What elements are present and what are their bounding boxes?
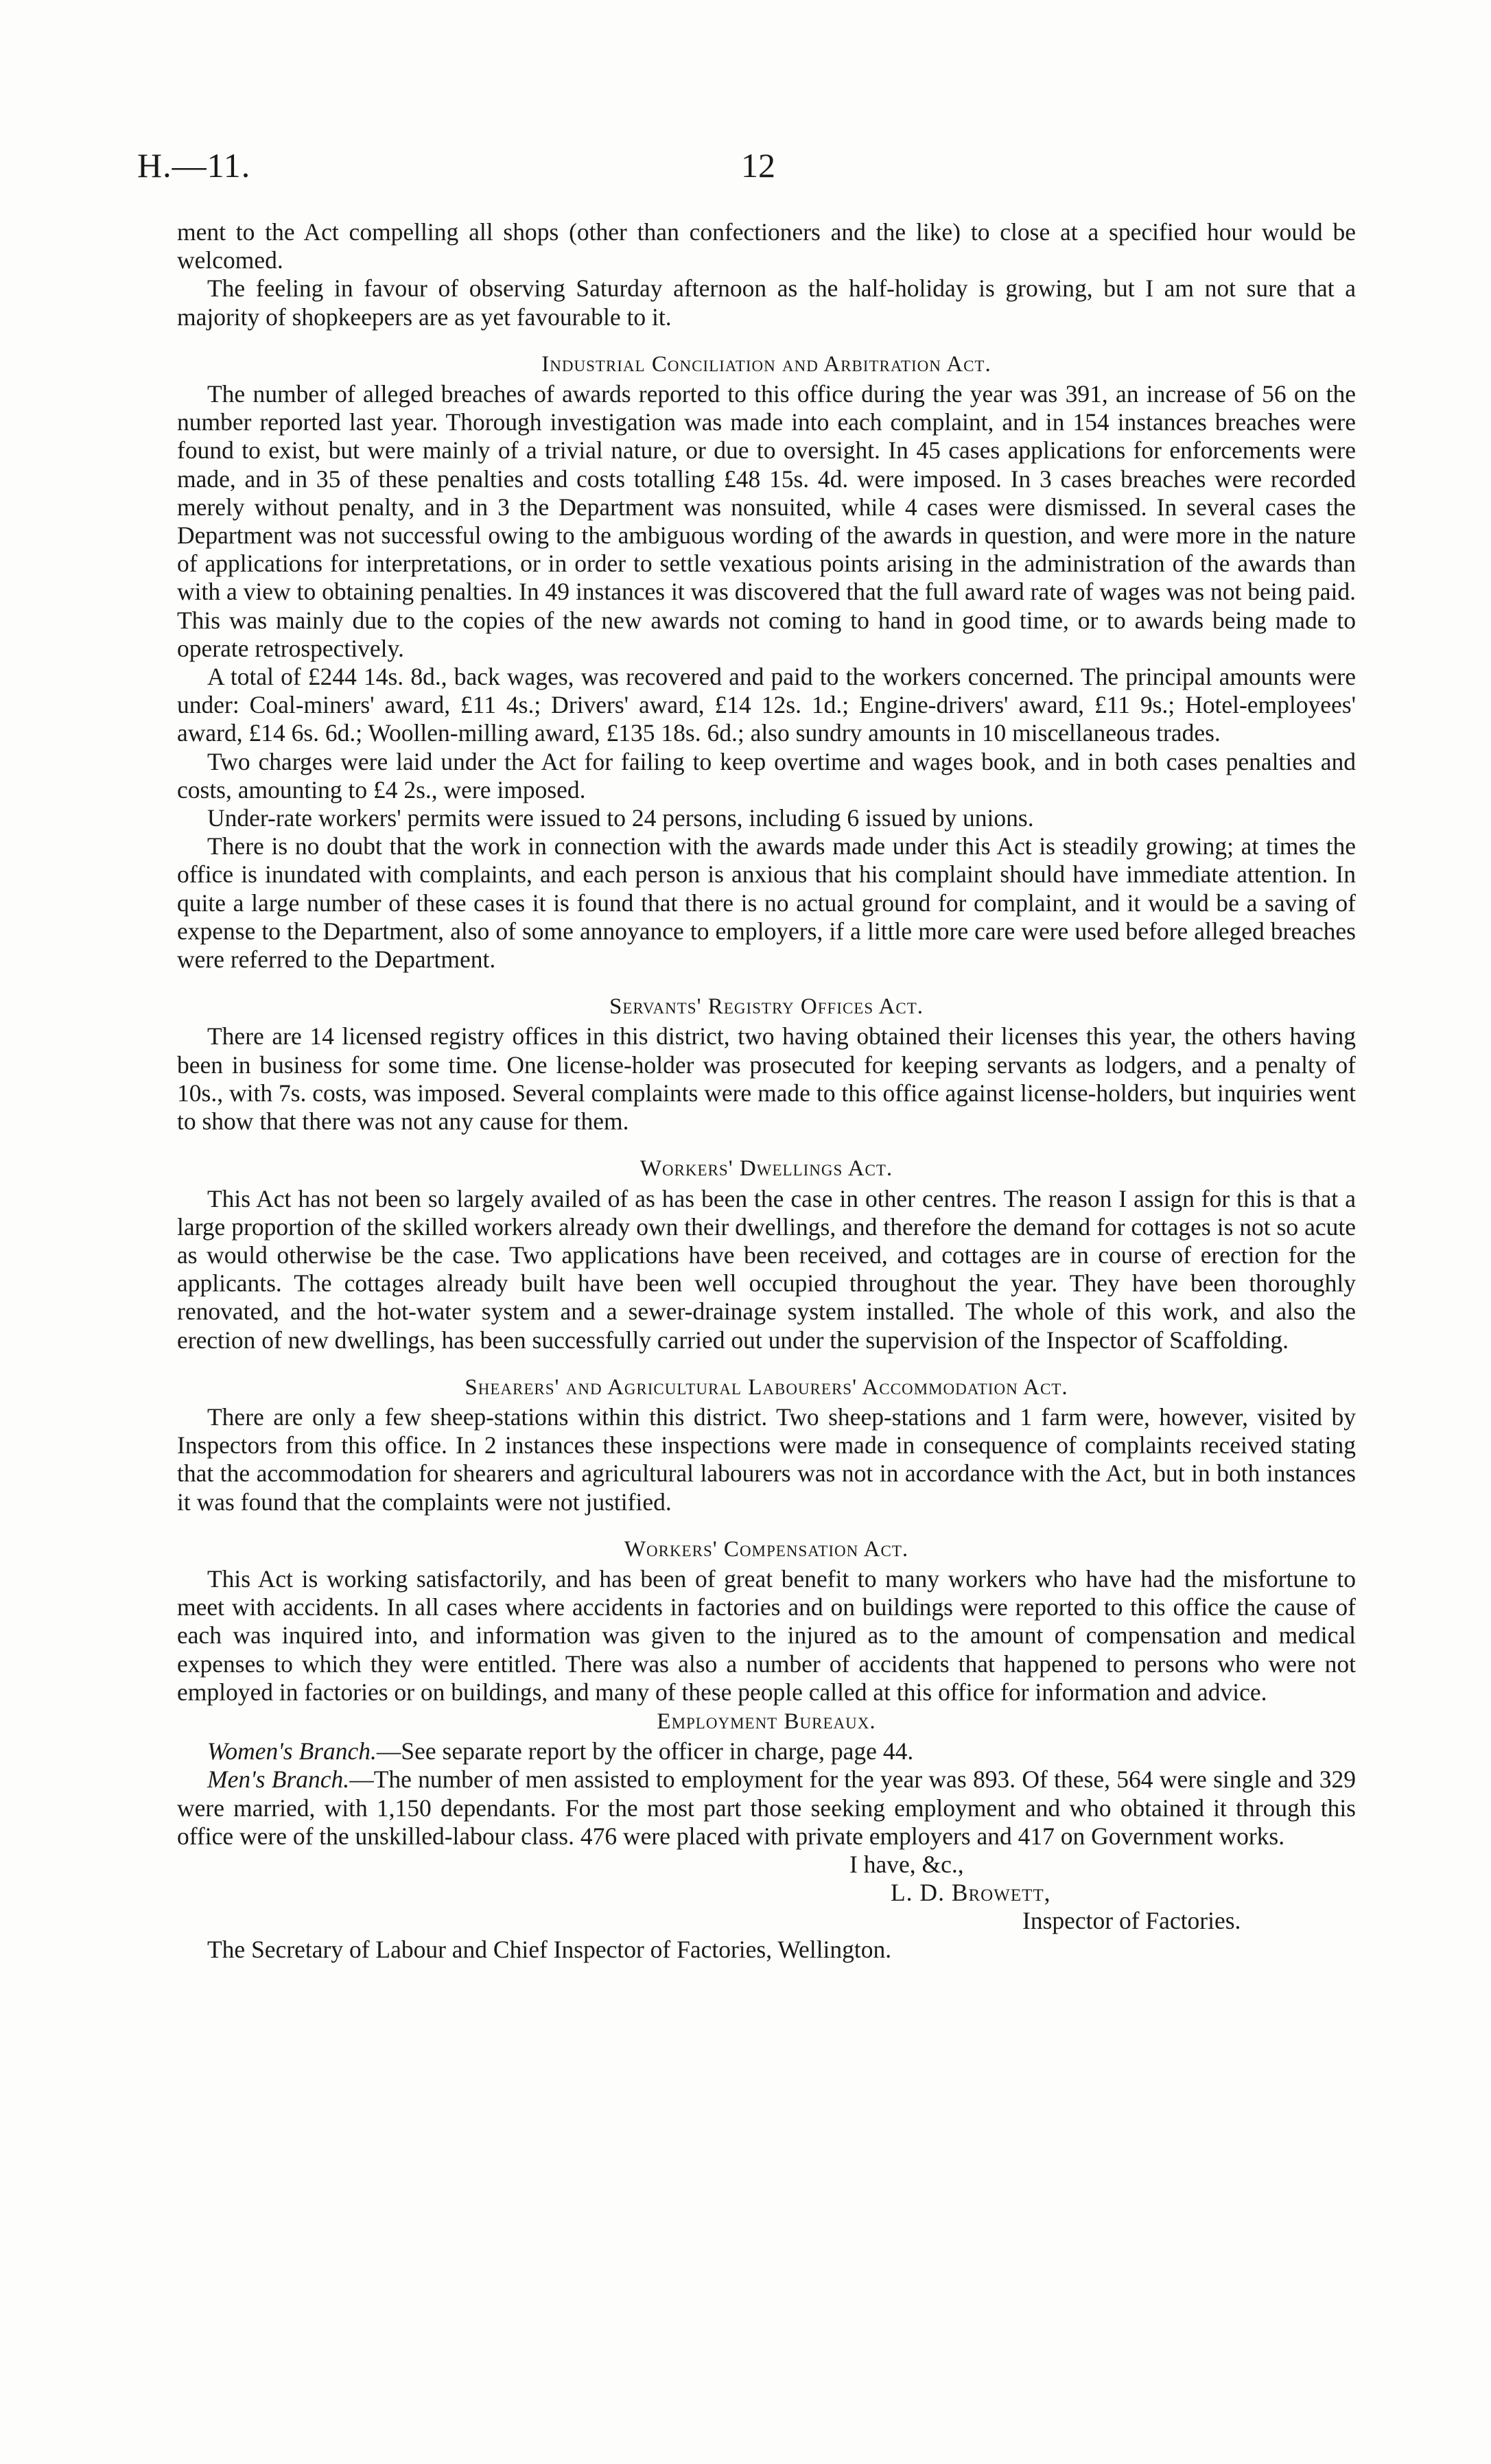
addressee: The Secretary of Labour and Chief Inspector of Factories, Wellington. bbox=[207, 1935, 892, 1963]
paragraph: There are 14 licensed registry offices in this district, two having obtained their licenses this year, the others having been in business for some time. One license-holder was prosecuted for keeping servants as lodgers, and a penalty of 10s., with 7s. costs, was imposed. Several complaints were made to this office against license-holders, but inquiries went to show that there was not any cause for them. bbox=[177, 1022, 1356, 1136]
closing-salutation: I have, &c., bbox=[849, 1850, 964, 1878]
paragraph-mens-branch bbox=[177, 1765, 1356, 1851]
paragraph-womens-branch bbox=[177, 1737, 1356, 1765]
closing-block bbox=[177, 1851, 1356, 1964]
paragraph: There are only a few sheep-stations within this district. Two sheep-stations and 1 farm were, however, visited by Inspectors from this office. In 2 instances these inspections were made in consequence of complaints received stating that the accommodation for shearers and agricultural labourers was not in accordance with the Act, but in both instances it was found that the complaints were not justified. bbox=[177, 1403, 1356, 1516]
document-reference: H.—11. bbox=[137, 146, 251, 185]
paragraph: The feeling in favour of observing Saturday afternoon as the half-holiday is growing, but I am not sure that a majority of shopkeepers are as yet favourable to it. bbox=[177, 274, 1356, 331]
section-heading-shearers: Shearers' and Agricultural Labourers' Accommodation Act. bbox=[465, 1374, 1068, 1400]
branch-label: Women's Branch. bbox=[207, 1737, 377, 1765]
paragraph: Two charges were laid under the Act for failing to keep overtime and wages book, and in both cases penalties and costs, amounting to £4 2s., were imposed. bbox=[177, 747, 1356, 803]
signatory-name: L. D. Browett, bbox=[891, 1879, 1051, 1907]
page-header bbox=[137, 145, 1359, 193]
section-heading-servants: Servants' Registry Offices Act. bbox=[609, 994, 924, 1020]
signatory-title: Inspector of Factories. bbox=[1022, 1907, 1241, 1935]
section-heading-dwellings: Workers' Dwellings Act. bbox=[639, 1156, 893, 1182]
branch-label: Men's Branch. bbox=[207, 1765, 350, 1794]
section-heading-compensation: Workers' Compensation Act. bbox=[624, 1536, 909, 1562]
paragraph: There is no doubt that the work in connection with the awards made under this Act is steadily growing; at times the office is inundated with complaints, and each person is anxious that his complaint should have immediate attention. In quite a large number of these cases it is found that there is no actual ground for complaint, and it would be a saving of expense to the Department, also of some annoyance to employers, if a little more care were used before alleged breaches were referred to the Department. bbox=[177, 832, 1356, 974]
paragraph: Under-rate workers' permits were issued to 24 persons, including 6 issued by unions. bbox=[207, 804, 1034, 832]
report-body bbox=[177, 218, 1356, 1964]
paragraph: This Act has not been so largely availed of as has been the case in other centres. The reason I assign for this is that a large proportion of the skilled workers already own their dwellings, and therefore the demand for cottages is not so acute as would otherwise be the case. Two applications have been received, and cottages are in course of erection for the applicants. The cottages already built have been well occupied throughout the year. They have been thoroughly renovated, and the hot-water system and a sewer-drainage system installed. The whole of this work, and also the erection of new dwellings, has been successfully carried out under the supervision of the Inspector of Scaffolding. bbox=[177, 1184, 1356, 1354]
page-number: 12 bbox=[741, 146, 775, 185]
branch-text: —The number of men assisted to employment for the year was 893. Of these, 564 were single and 329 were married, with 1,150 dependants. For the most part those seeking employment and who obtained it through this office were of the unskilled-labour class. 476 were placed with private employers and 417 on Government works. bbox=[177, 1765, 1357, 1850]
section-heading-bureaux: Employment Bureaux. bbox=[657, 1709, 876, 1734]
paragraph: This Act is working satisfactorily, and has been of great benefit to many workers who have had the misfortune to meet with accidents. In all cases where accidents in factories and on buildings were reported to this office the cause of each was inquired into, and information was given to the injured as to the amount of compensation and medical expenses to which they were entitled. There was also a number of accidents that happened to persons who were not employed in factories or on buildings, and many of these people called at this office for information and advice. bbox=[177, 1564, 1356, 1706]
section-heading-industrial: Industrial Conciliation and Arbitration Act. bbox=[541, 351, 991, 377]
paragraph: A total of £244 14s. 8d., back wages, was recovered and paid to the workers concerned. The principal amounts were under: Coal-miners' award, £11 4s.; Drivers' award, £14 12s. 1d.; Engine-drivers' award, £11 9s.; Hotel-employees' award, £14 6s. 6d.; Woollen-milling award, £135 18s. 6d.; also sundry amounts in 10 miscellaneous trades. bbox=[177, 663, 1356, 747]
branch-text: —See separate report by the officer in charge, page 44. bbox=[376, 1737, 914, 1765]
paragraph: ment to the Act compelling all shops (other than confectioners and the like) to close at a specified hour would be welcomed. bbox=[177, 218, 1356, 274]
paragraph: The number of alleged breaches of awards reported to this office during the year was 391, an increase of 56 on the number reported last year. Thorough investigation was made into each complaint, and in 154 instances breaches were found to exist, but were mainly of a trivial nature, or due to oversight. In 45 cases applications for enforcements were made, and in 35 of these penalties and costs totalling £48 15s. 4d. were imposed. In 3 cases breaches were recorded merely without penalty, and in 3 the Department was nonsuited, while 4 cases were dismissed. In several cases the Department was not successful owing to the ambiguous wording of the awards in question, and were more in the nature of applications for interpretations, or in order to settle vexatious points arising in the administration of the awards than with a view to obtaining penalties. In 49 instances it was discovered that the full award rate of wages was not being paid. This was mainly due to the copies of the new awards not coming to hand in good time, or to awards being made to operate retrospectively. bbox=[177, 380, 1356, 662]
